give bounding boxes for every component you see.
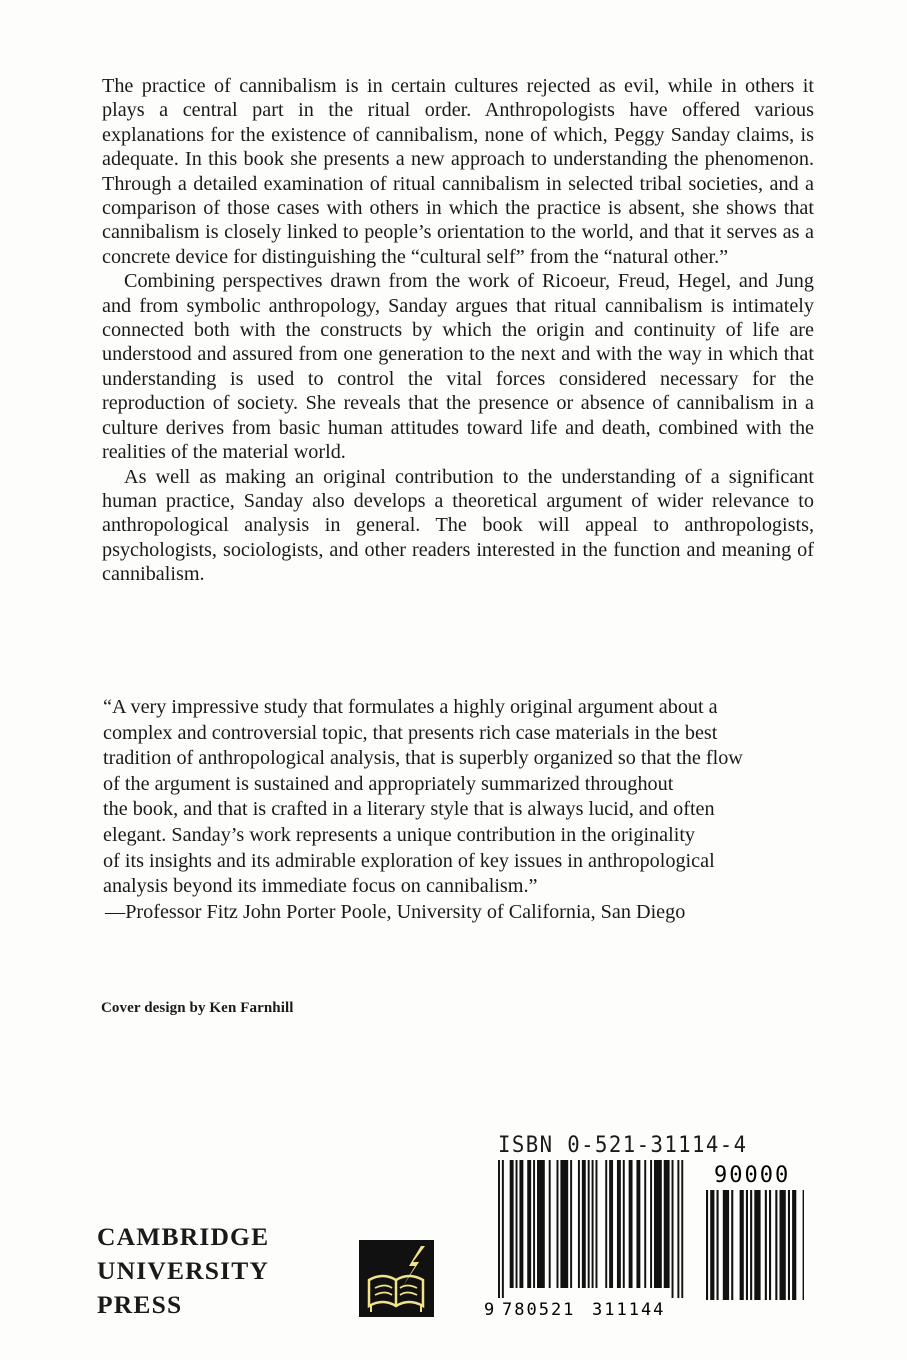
barcode-bar [636,1160,640,1288]
barcode-bar [570,1160,572,1288]
barcode-bar [533,1160,535,1288]
barcode-bar [723,1190,729,1300]
barcode-bar [650,1160,652,1288]
barcode-bar [629,1160,633,1288]
barcode-right-digits: 311144 [592,1300,666,1320]
barcode-bar [750,1190,752,1300]
barcode-bar [681,1160,683,1298]
review-line: complex and controversial topic, that presents rich case materials in the best [103,721,718,744]
barcode-bar [644,1160,646,1288]
barcode-addon-digits: 90000 [714,1163,791,1188]
barcode-bar [498,1160,500,1298]
barcode-bar [664,1160,670,1288]
barcode-bar [765,1190,767,1300]
review-line: the book, and that is crafted in a literary style that is always lucid, and often [103,798,715,821]
barcode-bar [677,1160,679,1298]
barcode-bar [502,1160,504,1298]
barcode-bar [623,1160,625,1288]
barcode-bar [596,1160,598,1288]
barcode-bar [519,1160,523,1288]
review-quote [103,695,843,925]
barcode-bar [672,1160,674,1298]
barcode-bar [769,1190,771,1300]
blurb-paragraph-2: Combining perspectives drawn from the work of Ricoeur, Freud, Hegel, and Jung and from symbolic anthropology, Sanday argues that ritual cannibalism is intimately connected both with the constructs by which the origin and continuity of life are understood and assured from one generation to the next and with the way in which that understanding is used to control the vital forces considered necessary for the reproduction of society. She reveals that the presence or absence of cannibalism in a culture derives from basic human attitudes toward life and death, combined with the realities of the material world. [102,270,814,464]
barcode-bar [706,1190,708,1300]
barcode-bar [560,1160,568,1288]
barcode-bar [775,1190,777,1300]
publisher-line-2: UNIVERSITY [97,1256,270,1285]
review-line: elegant. Sanday’s work represents a unique contribution in the originality [103,823,696,846]
barcode-bar [516,1160,518,1288]
barcode-lead-digit: 9 [484,1300,495,1320]
barcode-bar [740,1190,744,1300]
barcode-bar [527,1160,531,1288]
barcode-bar [557,1160,559,1288]
barcode-left-digits: 780521 [502,1300,576,1320]
blurb-paragraph-1: The practice of cannibalism is in certain cultures rejected as evil, while in others it plays a central part in the ritual order. Anthropologists have offered various explanations for the existence of cannibalism, none of which, Peggy Sanday claims, is adequate. In this book she presents a new approach to understanding the phenomenon. Through a detailed examination of ritual cannibalism in selected tribal societies, and a comparison of those cases with others in which the practice is absent, she shows that cannibalism is closely linked to people’s orientation to the world, and that it serves as a concrete device for distinguishing the “cultural self” from the “natural other.” [102,75,814,268]
cambridge-book-logo-icon [359,1240,434,1317]
barcode-bar [537,1160,545,1288]
barcode-bar [792,1190,796,1300]
publisher-line-3: PRESS [97,1290,183,1319]
review-line: of its insights and its admirable exploration of key issues in anthropological [103,849,715,872]
blurb-paragraph-3: As well as making an original contribution to the understanding of a significant human practice, Sanday also develops a theoretical argument of wider relevance to anthropological analysis in general. The book will appeal to anthropologists, psychologists, sociologists, and other readers interested in the function and meaning of cannibalism. [102,465,814,586]
barcode-bar [788,1190,790,1300]
barcode-bar [754,1190,760,1300]
barcode-bar [588,1160,590,1288]
barcode-bar [654,1160,662,1288]
barcode-bar [617,1160,621,1288]
barcode-bar [780,1190,786,1300]
review-attribution: —Professor Fitz John Porter Poole, University of California, San Diego [105,900,686,923]
blurb [102,74,814,587]
barcode-bar [746,1190,748,1300]
review-line: “A very impressive study that formulates a highly original argument about a [103,696,718,718]
barcode-bar [605,1160,607,1288]
barcode-bar [609,1160,613,1288]
publisher-name [97,1220,269,1322]
barcode-bar [578,1160,580,1288]
barcode-bar [731,1190,733,1300]
barcode-bar [510,1160,514,1288]
ean13-barcode [484,1160,694,1320]
barcode-bar [803,1190,804,1300]
isbn-label: ISBN 0-521-31114-4 [498,1133,748,1158]
barcode-bar [592,1160,594,1288]
barcode-addon [700,1160,804,1320]
barcode-bar [582,1160,586,1288]
barcode-bar [717,1190,719,1300]
review-line: tradition of anthropological analysis, that is superbly organized so that the flow [103,747,743,770]
cover-design-credit: Cover design by Ken Farnhill [101,1000,294,1016]
barcode-bar [710,1190,714,1300]
review-line: analysis beyond its immediate focus on cannibalism.” [103,875,538,898]
barcode-bar [549,1160,551,1288]
review-line: of the argument is sustained and appropriately summarized throughout [103,772,674,795]
publisher-line-1: CAMBRIDGE [97,1222,270,1251]
